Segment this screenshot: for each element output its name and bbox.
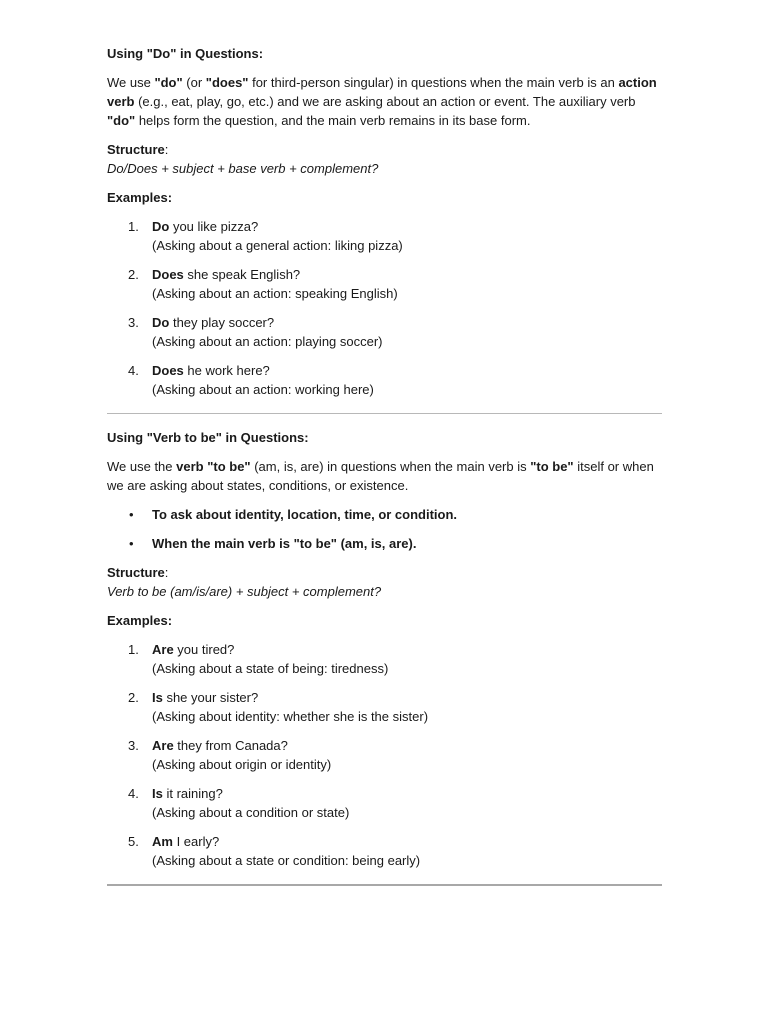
intro-bold: "does" <box>205 75 249 90</box>
list-number: 4. <box>128 363 139 378</box>
example-rest: you like pizza? <box>169 219 259 234</box>
intro-text: for third-person singular) in questions when the main verb is an <box>248 75 619 90</box>
example-note: (Asking about an action: speaking English) <box>152 286 398 301</box>
section-divider <box>107 413 662 414</box>
example-verb: Is <box>152 690 163 705</box>
list-item <box>107 736 662 774</box>
intro-text: (am, is, are) in questions when the main verb is <box>250 459 531 474</box>
list-item <box>107 313 662 351</box>
example-rest: I early? <box>172 834 220 849</box>
structure-formula-do: Do/Does + subject + base verb + complement? <box>107 161 379 176</box>
bullet-icon: • <box>129 536 134 551</box>
intro-text: We use the <box>107 459 177 474</box>
bullet-icon: • <box>129 507 134 522</box>
structure-label-text: Structure <box>107 142 165 157</box>
list-item <box>107 265 662 303</box>
intro-text: (e.g., eat, play, go, etc.) and we are asking about an action or event. The auxiliary verb <box>134 94 636 109</box>
example-question <box>152 688 662 707</box>
example-rest: you tired? <box>173 642 235 657</box>
list-item <box>107 688 662 726</box>
example-verb: Do <box>152 315 170 330</box>
intro-bold: "do" <box>107 113 136 128</box>
section-heading-do: Using "Do" in Questions: <box>107 46 264 61</box>
example-verb: Are <box>152 738 174 753</box>
intro-paragraph-do <box>107 73 662 130</box>
list-item <box>107 832 662 870</box>
examples-list-do <box>107 217 662 399</box>
structure-label-do <box>107 140 662 159</box>
section-heading-to-be: Using "Verb to be" in Questions: <box>107 430 309 445</box>
example-verb: Is <box>152 786 163 801</box>
list-number: 2. <box>128 267 139 282</box>
example-note: (Asking about identity: whether she is the sister) <box>152 709 429 724</box>
example-question <box>152 784 662 803</box>
structure-label-to-be <box>107 563 662 582</box>
example-verb: Are <box>152 642 174 657</box>
list-number: 5. <box>128 834 139 849</box>
list-number: 3. <box>128 315 139 330</box>
list-number: 4. <box>128 786 139 801</box>
examples-list-to-be <box>107 640 662 870</box>
example-note: (Asking about a condition or state) <box>152 805 350 820</box>
example-question <box>152 736 662 755</box>
example-note: (Asking about a state or condition: being early) <box>152 853 421 868</box>
bullet-item <box>107 505 662 524</box>
intro-paragraph-to-be <box>107 457 662 495</box>
intro-text: We use <box>107 75 155 90</box>
example-note: (Asking about origin or identity) <box>152 757 332 772</box>
section-divider <box>107 884 662 886</box>
example-rest: they play soccer? <box>169 315 275 330</box>
example-question <box>152 640 662 659</box>
example-question <box>152 265 662 284</box>
examples-label-do: Examples: <box>107 190 173 205</box>
list-number: 1. <box>128 642 139 657</box>
example-note: (Asking about an action: working here) <box>152 382 374 397</box>
example-note: (Asking about an action: playing soccer) <box>152 334 383 349</box>
example-verb: Do <box>152 219 170 234</box>
intro-text: itself or when we are asking about states, conditions, or existence. <box>107 459 654 493</box>
document-page <box>107 44 662 900</box>
list-number: 3. <box>128 738 139 753</box>
example-verb: Am <box>152 834 173 849</box>
examples-label-to-be: Examples: <box>107 613 173 628</box>
example-question <box>152 832 662 851</box>
example-rest: he work here? <box>183 363 270 378</box>
list-item <box>107 640 662 678</box>
example-note: (Asking about a state of being: tiredness) <box>152 661 389 676</box>
intro-text: helps form the question, and the main verb remains in its base form. <box>135 113 531 128</box>
list-number: 1. <box>128 219 139 234</box>
example-verb: Does <box>152 267 184 282</box>
bullet-text: When the main verb is "to be" (am, is, are). <box>152 536 417 551</box>
structure-colon: : <box>164 142 169 157</box>
intro-bold: "do" <box>154 75 183 90</box>
bullet-text: To ask about identity, location, time, or condition. <box>152 507 458 522</box>
example-note: (Asking about a general action: liking pizza) <box>152 238 403 253</box>
list-item <box>107 361 662 399</box>
list-number: 2. <box>128 690 139 705</box>
bullet-list-to-be <box>107 505 662 553</box>
list-item <box>107 217 662 255</box>
structure-formula-to-be: Verb to be (am/is/are) + subject + complement? <box>107 584 382 599</box>
example-verb: Does <box>152 363 184 378</box>
intro-bold: "to be" <box>530 459 574 474</box>
intro-text: (or <box>182 75 206 90</box>
structure-label-text: Structure <box>107 565 165 580</box>
structure-colon: : <box>164 565 169 580</box>
example-rest: it raining? <box>162 786 223 801</box>
example-question <box>152 313 662 332</box>
example-rest: she your sister? <box>162 690 259 705</box>
example-rest: they from Canada? <box>173 738 288 753</box>
list-item <box>107 784 662 822</box>
example-question <box>152 361 662 380</box>
intro-bold: verb "to be" <box>176 459 251 474</box>
example-rest: she speak English? <box>183 267 301 282</box>
bullet-item <box>107 534 662 553</box>
example-question <box>152 217 662 236</box>
intro-bold: action verb <box>107 75 657 109</box>
